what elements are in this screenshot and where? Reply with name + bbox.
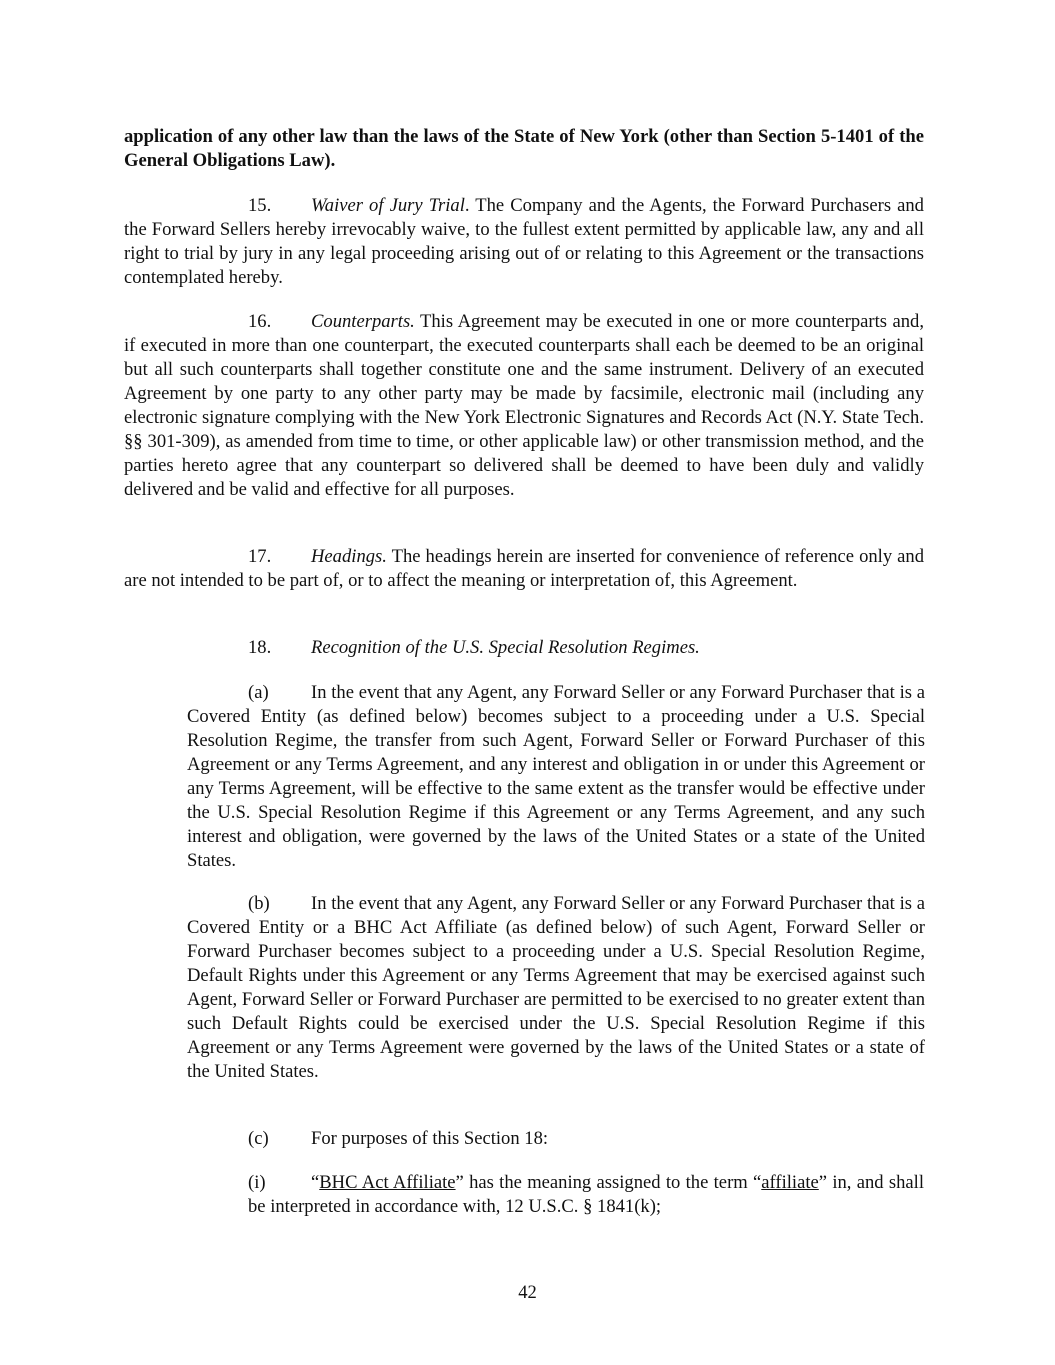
section-heading: Waiver of Jury Trial <box>311 195 465 216</box>
section-16-counterparts <box>124 310 924 502</box>
section-body: This Agreement may be executed in one or more counterparts and, if executed in more than one counterpart, the executed counterparts shall each be deemed to be an original but all such counterparts shall together constitute one and the same instrument. Delivery of an executed Agreement by one party to any other party may be made by facsimile, electronic mail (including any electronic signature complying with the New York Electronic Signatures and Records Act (N.Y. State Tech. §§ 301-309), as amended from time to time, or other applicable law) or other transmission method, and the parties hereto agree that any counterpart so delivered shall be deemed to have been duly and validly delivered and be valid and effective for all purposes. <box>124 311 924 500</box>
section-number: 17. <box>248 546 272 567</box>
subsection-number: (b) <box>248 893 270 914</box>
page-number: 42 <box>518 1282 537 1303</box>
section-number: 16. <box>248 311 272 332</box>
section-18b <box>187 892 925 1084</box>
section-18a <box>187 681 925 873</box>
subsection-body: In the event that any Agent, any Forward Seller or any Forward Purchaser that is a Covered Entity or a BHC Act Affiliate (as defined below) of such Agent, Forward Seller or Forward Purchaser becomes subject to a proceeding under a U.S. Special Resolution Regime, Default Rights under this Agreement or any Terms Agreement that may be exercised against such Agent, Forward Seller or Forward Purchaser are permitted to be exercised to no greater extent than such Default Rights could be exercised under the U.S. Special Resolution Regime if this Agreement or any Terms Agreement were governed by the laws of the United States or a state of the United States. <box>187 893 925 1082</box>
section-18c <box>187 1127 925 1151</box>
section-17-headings <box>124 545 924 593</box>
section-heading: Counterparts. <box>311 311 415 332</box>
section-number: 18. <box>248 637 272 658</box>
intro-paragraph: application of any other law than the laws of the State of New York (other than Section 5-1401 of the General Obligations Law). <box>124 126 924 171</box>
section-15-waiver-of-jury-trial <box>124 194 924 290</box>
section-heading: Headings. <box>311 546 387 567</box>
clause-text: ” has the meaning assigned to the term “ <box>455 1172 762 1193</box>
defined-term-affiliate: affiliate <box>761 1172 819 1193</box>
section-heading: Recognition of the U.S. Special Resolution Regimes. <box>311 637 700 658</box>
clause-number: (i) <box>248 1172 266 1193</box>
section-18-recognition <box>124 636 924 660</box>
quote: “ <box>311 1172 320 1193</box>
section-body: . The Company and the Agents, the Forward Purchasers and the Forward Sellers hereby irrevocably waive, to the fullest extent permitted by applicable law, any and all right to trial by jury in any legal proceeding arising out of or relating to this Agreement or the transactions contemplated hereby. <box>124 195 924 288</box>
defined-term-bhc-act-affiliate: BHC Act Affiliate <box>319 1172 456 1193</box>
section-number: 15. <box>248 195 272 216</box>
subsection-number: (c) <box>248 1128 269 1149</box>
section-18c-i <box>248 1171 924 1219</box>
subsection-number: (a) <box>248 682 269 703</box>
section-body: The headings herein are inserted for convenience of reference only and are not intended to be part of, or to affect the meaning or interpretation of, this Agreement. <box>124 546 924 591</box>
subsection-body: For purposes of this Section 18: <box>311 1128 549 1149</box>
subsection-body: In the event that any Agent, any Forward Seller or any Forward Purchaser that is a Covered Entity (as defined below) becomes subject to a proceeding under a U.S. Special Resolution Regime, the transfer from such Agent, Forward Seller or Forward Purchaser of this Agreement or any Terms Agreement, and any interest and obligation in or under this Agreement or any Terms Agreement, will be effective to the same extent as the transfer would be effective under the U.S. Special Resolution Regime if this Agreement or any Terms Agreement, and any such interest and obligation, were governed by the laws of the United States or a state of the United States. <box>187 682 925 871</box>
clause-text-end: ” in, and shall be interpreted in accordance with, 12 U.S.C. § 1841(k); <box>248 1172 924 1217</box>
